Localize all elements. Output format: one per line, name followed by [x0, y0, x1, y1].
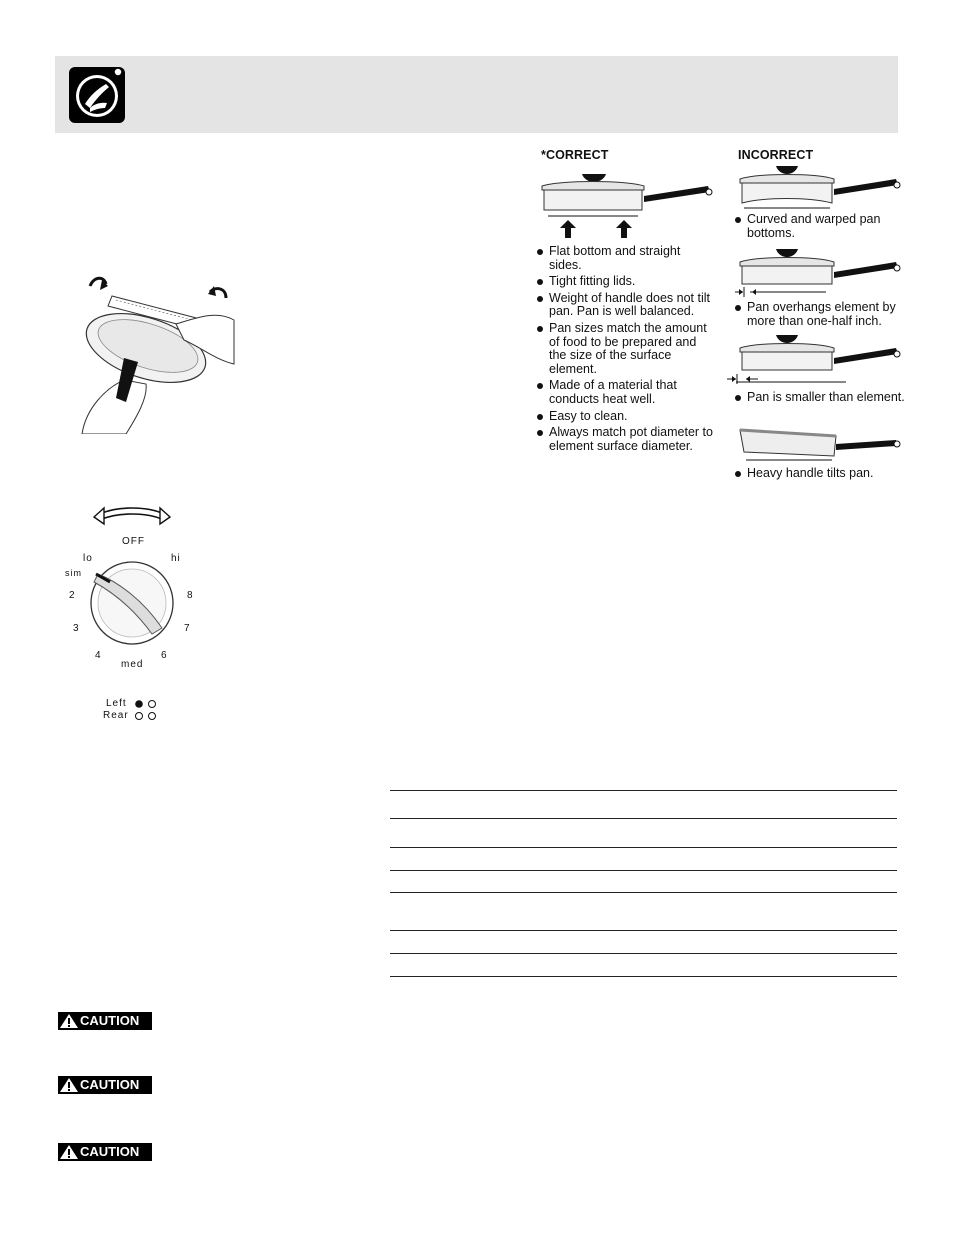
- table-rule: [390, 870, 897, 871]
- cooking-hand-icon: [68, 66, 126, 124]
- knob-label-off: OFF: [122, 536, 145, 547]
- list-item: Flat bottom and straight sides.: [536, 245, 714, 272]
- list-item: Easy to clean.: [536, 410, 714, 424]
- warped-pan-illustration: [738, 163, 902, 211]
- knob-label-3: 3: [73, 623, 80, 634]
- table-rule: [390, 892, 897, 893]
- indicator-left-dots-icon: [134, 699, 160, 709]
- knob-label-2: 2: [69, 590, 76, 601]
- warning-icon: [58, 1076, 80, 1094]
- table-rule: [390, 953, 897, 954]
- caution-badge: [58, 1012, 152, 1030]
- caution-label: CAUTION: [80, 1013, 140, 1028]
- header-band: [55, 56, 898, 133]
- caution-label: CAUTION: [80, 1077, 140, 1092]
- table-rule: [390, 790, 897, 791]
- knob-label-7: 7: [184, 623, 191, 634]
- incorrect-title: INCORRECT: [738, 148, 814, 162]
- knob-label-med: med: [121, 659, 144, 670]
- table-rule: [390, 976, 897, 977]
- control-knob[interactable]: [88, 560, 176, 646]
- correct-title: *CORRECT: [541, 148, 609, 162]
- indicator-rear-dots-icon: [134, 711, 160, 721]
- caution-badge: [58, 1076, 152, 1094]
- rotate-arrow-icon: [92, 500, 172, 526]
- heavy-handle-pan-illustration: [738, 426, 902, 464]
- caution-label: CAUTION: [80, 1144, 140, 1159]
- warning-icon: [58, 1143, 80, 1161]
- overhang-pan-illustration: [734, 246, 902, 300]
- list-item: Weight of handle does not tilt pan. Pan is well balanced.: [536, 292, 714, 319]
- knob-label-lo: lo: [83, 553, 93, 564]
- correct-list: [536, 245, 714, 456]
- correct-pan-illustration: [540, 166, 716, 240]
- list-item: Tight fitting lids.: [536, 275, 714, 289]
- caution-badge: [58, 1143, 152, 1161]
- list-item: Pan sizes match the amount of food to be prepared and the size of the surface element.: [536, 322, 714, 376]
- incorrect-note-warped: Curved and warped pan bottoms.: [734, 213, 907, 240]
- incorrect-note-heavy: Heavy handle tilts pan.: [734, 467, 907, 481]
- table-rule: [390, 930, 897, 931]
- indicator-left-label: Left: [106, 698, 127, 709]
- list-item: Made of a material that conducts heat well.: [536, 379, 714, 406]
- knob-label-hi: hi: [171, 553, 181, 564]
- warning-icon: [58, 1012, 80, 1030]
- indicator-rear-label: Rear: [103, 710, 129, 721]
- knob-label-sim: sim: [65, 568, 82, 578]
- pan-level-illustration: [76, 268, 236, 434]
- small-pan-illustration: [726, 332, 902, 388]
- table-rule: [390, 818, 897, 819]
- knob-label-4: 4: [95, 650, 102, 661]
- list-item: Always match pot diameter to element surface diameter.: [536, 426, 714, 453]
- table-rule: [390, 847, 897, 848]
- incorrect-note-overhang: Pan overhangs element by more than one-half inch.: [734, 301, 911, 328]
- knob-label-8: 8: [187, 590, 194, 601]
- incorrect-note-small: Pan is smaller than element.: [734, 391, 907, 405]
- knob-label-6: 6: [161, 650, 168, 661]
